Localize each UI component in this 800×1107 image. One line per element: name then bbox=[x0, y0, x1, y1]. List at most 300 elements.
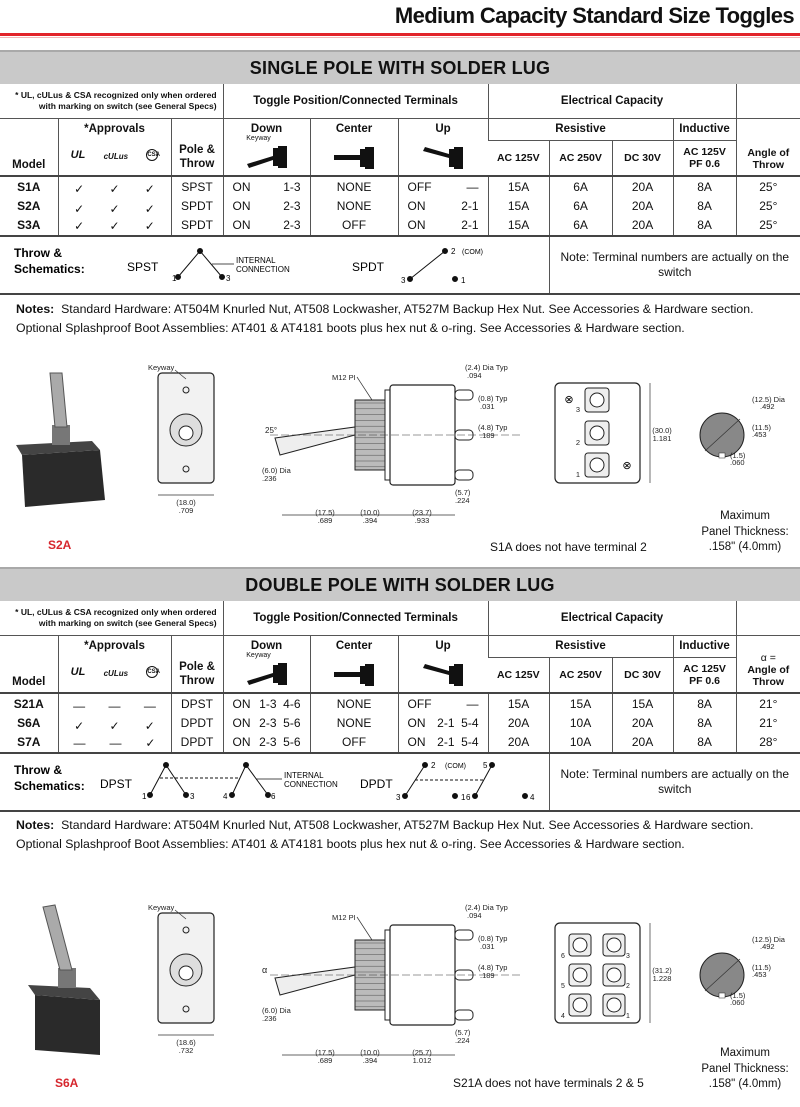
dimension-label: 1 bbox=[575, 470, 580, 479]
notes bbox=[16, 816, 754, 853]
toggle-heading: Toggle Position/Connected Terminals bbox=[223, 601, 488, 635]
dimension-label: 4 bbox=[561, 1013, 565, 1020]
terminal-screw bbox=[607, 968, 621, 982]
down-cell bbox=[223, 216, 310, 236]
dpst-label: DPST bbox=[100, 777, 133, 791]
screw-icon: ⊗ bbox=[564, 394, 574, 406]
dimension-label: 3 bbox=[575, 405, 580, 414]
double-pole-section bbox=[0, 567, 800, 812]
dimension-line bbox=[357, 917, 372, 940]
schematics-cell bbox=[0, 236, 549, 294]
schematic-diagram bbox=[0, 754, 549, 810]
dimension-label: .709 bbox=[178, 506, 194, 515]
center-label: Center bbox=[335, 639, 373, 652]
down-state: ON bbox=[232, 217, 251, 232]
dimension-label: (12.5) Dia bbox=[752, 395, 785, 404]
up-cell bbox=[398, 713, 488, 733]
culus-icon: cULus bbox=[103, 151, 129, 161]
dimension-label: (12.5) Dia bbox=[752, 935, 785, 944]
schem-label-1: Throw & bbox=[14, 246, 62, 260]
blank-cell bbox=[736, 601, 800, 635]
ac250-cell: 6A bbox=[549, 216, 612, 236]
dimension-label: (5.7) bbox=[455, 488, 471, 497]
part-label: S6A bbox=[55, 1076, 79, 1090]
node-label: 3 bbox=[226, 274, 231, 283]
notes-hardware: Standard Hardware: AT504M Knurled Nut, AT508 Lockwasher, AT527M Backup Hex Nut. See Accessories & Hardware section. bbox=[61, 818, 754, 832]
panel-thickness bbox=[690, 1046, 800, 1093]
ul-mark: — bbox=[73, 736, 86, 750]
csa-mark: ✓ bbox=[145, 736, 156, 750]
dimension-label: (30.0) bbox=[652, 426, 672, 435]
schematics-cell bbox=[0, 753, 549, 811]
panel-thickness-line: Maximum bbox=[720, 510, 770, 522]
solder-lug bbox=[455, 1010, 473, 1020]
center-header bbox=[310, 635, 398, 693]
col-ac125: AC 125V bbox=[488, 140, 549, 176]
side-view-lever bbox=[275, 967, 355, 995]
ul-mark: ✓ bbox=[74, 202, 85, 216]
up-terminals: — bbox=[466, 696, 479, 711]
center-cell: NONE bbox=[310, 713, 398, 733]
schem-label-2: Schematics: bbox=[14, 262, 85, 276]
dimension-label: (10.0) bbox=[360, 1048, 380, 1057]
up-cell bbox=[398, 733, 488, 753]
ac250-cell: 6A bbox=[549, 176, 612, 196]
section-header: SINGLE POLE WITH SOLDER LUG bbox=[0, 50, 800, 84]
dimension-label: (6.0) Dia bbox=[262, 466, 291, 475]
dimension-label: .492 bbox=[760, 402, 775, 411]
angle-label: Angle of Throw bbox=[747, 664, 790, 688]
ul-mark: ✓ bbox=[74, 719, 85, 733]
node-label: 1 bbox=[142, 792, 147, 801]
approvals-header bbox=[58, 635, 171, 693]
model-cell: S21A bbox=[13, 696, 44, 711]
solder-lug bbox=[455, 390, 473, 400]
up-cell bbox=[398, 216, 488, 236]
approvals-label: *Approvals bbox=[84, 122, 145, 135]
angle-label: Angle of Throw bbox=[747, 147, 790, 171]
angle-cell: 25° bbox=[736, 216, 800, 236]
dimension-label: 1.228 bbox=[652, 974, 672, 983]
pole-throw-cell: DPDT bbox=[171, 733, 223, 753]
up-label: Up bbox=[435, 122, 451, 135]
product-photo bbox=[28, 905, 100, 1055]
com-label: (COM) bbox=[445, 763, 466, 770]
table-row bbox=[0, 216, 800, 236]
inductive-cell: 8A bbox=[673, 176, 736, 196]
csa-mark: ✓ bbox=[144, 219, 155, 233]
single-pole-section bbox=[0, 50, 800, 295]
alpha-label: α = bbox=[760, 652, 776, 664]
down-state: ON bbox=[232, 734, 251, 749]
dimension-label: α bbox=[262, 965, 268, 975]
notes-label: Notes: bbox=[16, 818, 55, 832]
terminal-screw bbox=[607, 938, 621, 952]
up-state: OFF bbox=[407, 179, 432, 194]
terminal-note: Note: Terminal numbers are actually on the switch bbox=[549, 236, 800, 294]
pole-throw-cell: DPST bbox=[171, 693, 223, 713]
dimension-label: .031 bbox=[480, 942, 495, 951]
spst-label: SPST bbox=[127, 260, 159, 274]
ac125-cell: 15A bbox=[488, 693, 549, 713]
ac250-cell: 6A bbox=[549, 196, 612, 216]
table-row bbox=[0, 196, 800, 216]
screw-icon: ⊗ bbox=[622, 460, 632, 472]
up-terminals: 2-1 bbox=[461, 199, 479, 213]
solder-lug bbox=[455, 930, 473, 940]
terminal-screw bbox=[573, 968, 587, 982]
terminal-screw bbox=[573, 938, 587, 952]
ac250-cell: 15A bbox=[549, 693, 612, 713]
dimension-label: .060 bbox=[730, 998, 745, 1007]
internal-connection-label: CONNECTION bbox=[284, 780, 338, 789]
node-label: 4 bbox=[223, 792, 228, 801]
panel-thickness-line: Panel Thickness: bbox=[701, 525, 789, 538]
center-cell: OFF bbox=[310, 733, 398, 753]
notes-boots: Optional Splashproof Boot Assemblies: AT401 & AT4181 boots plus hex nut & o-ring. See Accessories & Hardware section. bbox=[16, 320, 685, 335]
side-view-body bbox=[390, 925, 455, 1025]
terminal-screw bbox=[590, 458, 604, 472]
model-cell: S2A bbox=[17, 199, 41, 213]
toggle-center-icon bbox=[332, 143, 376, 171]
schem-label-2: Schematics: bbox=[14, 779, 85, 793]
down-terminals: 1-3 4-6 bbox=[259, 696, 301, 711]
specs-table bbox=[0, 601, 800, 812]
dimension-label: (10.0) bbox=[360, 508, 380, 517]
col-inductive: AC 125V PF 0.6 bbox=[673, 657, 736, 693]
down-cell bbox=[223, 176, 310, 196]
front-view-lever bbox=[179, 426, 193, 440]
col-ac250: AC 250V bbox=[549, 657, 612, 693]
dimension-label: (0.8) Typ bbox=[478, 394, 508, 403]
csa-mark: — bbox=[143, 699, 156, 713]
dimension-drawings bbox=[0, 355, 800, 570]
up-state: ON bbox=[407, 716, 426, 730]
approvals-header bbox=[58, 118, 171, 176]
culus-mark: ✓ bbox=[109, 219, 120, 233]
dimension-label: .236 bbox=[262, 1014, 277, 1023]
dimension-label: .453 bbox=[752, 970, 767, 979]
ac125-cell: 15A bbox=[488, 176, 549, 196]
down-cell bbox=[223, 733, 310, 753]
keyway-label: Keyway bbox=[246, 134, 271, 142]
dimension-label: (0.8) Typ bbox=[478, 934, 508, 943]
model-cell: S3A bbox=[0, 216, 58, 236]
inductive-cell: 8A bbox=[673, 693, 736, 713]
dimension-label: .689 bbox=[317, 516, 333, 525]
angle-cell: 25° bbox=[736, 196, 800, 216]
model-header: Model bbox=[0, 635, 58, 693]
dimension-label: (11.5) bbox=[752, 423, 772, 432]
schematic-diagram bbox=[0, 237, 549, 293]
dimension-label: (31.2) bbox=[652, 966, 672, 975]
center-header bbox=[310, 118, 398, 176]
angle-cell: 21° bbox=[736, 693, 800, 713]
inductive-cell: 8A bbox=[673, 196, 736, 216]
up-cell bbox=[398, 196, 488, 216]
dimension-label: (6.0) Dia bbox=[262, 1006, 291, 1015]
table-row bbox=[0, 693, 800, 713]
angle-cell: 28° bbox=[736, 733, 800, 753]
down-cell bbox=[223, 693, 310, 713]
specs-table bbox=[0, 84, 800, 295]
front-view-lever bbox=[179, 966, 193, 980]
up-state: ON bbox=[407, 199, 426, 213]
up-terminals: 2-1 5-4 bbox=[437, 734, 479, 749]
dimension-label: 2 bbox=[626, 983, 630, 990]
spdt-schematic bbox=[408, 249, 458, 282]
title-rule bbox=[0, 33, 800, 36]
com-label: (COM) bbox=[462, 249, 483, 256]
node-label: 2 bbox=[431, 761, 436, 770]
inductive-cell: 8A bbox=[673, 733, 736, 753]
inductive-cell: 8A bbox=[673, 713, 736, 733]
inductive-header: Inductive bbox=[673, 635, 736, 657]
node-label: 2 bbox=[451, 247, 456, 256]
inductive-cell: 8A bbox=[673, 216, 736, 236]
up-terminals: 2-1 bbox=[461, 217, 479, 232]
dpdt-label: DPDT bbox=[360, 777, 393, 791]
col-ac250: AC 250V bbox=[549, 140, 612, 176]
schem-label-1: Throw & bbox=[14, 763, 62, 777]
approvals-cell bbox=[58, 713, 171, 733]
dimension-label: (18.0) bbox=[176, 498, 196, 507]
node-label: 4 bbox=[530, 793, 535, 802]
up-cell bbox=[398, 176, 488, 196]
dimension-label: .394 bbox=[362, 1056, 378, 1065]
center-cell: OFF bbox=[310, 216, 398, 236]
angle-header bbox=[736, 118, 800, 176]
dc30-cell: 20A bbox=[612, 713, 673, 733]
approval-note: * UL, cULus & CSA recognized only when ordered with marking on switch (see General Specs) bbox=[0, 84, 223, 118]
title-rule-shadow bbox=[0, 37, 800, 38]
dimension-label: 6 bbox=[561, 953, 565, 960]
dimension-label: 25° bbox=[265, 426, 278, 435]
up-cell bbox=[398, 693, 488, 713]
culus-mark: ✓ bbox=[109, 182, 120, 196]
down-state: ON bbox=[232, 199, 251, 213]
center-cell: NONE bbox=[310, 176, 398, 196]
model-header: Model bbox=[0, 118, 58, 176]
angle-header bbox=[736, 635, 800, 693]
resistive-header: Resistive bbox=[488, 118, 673, 140]
dimension-label: (23.7) bbox=[412, 508, 432, 517]
pole-throw-header: Pole & Throw bbox=[171, 118, 223, 176]
approvals-label: *Approvals bbox=[84, 639, 145, 652]
csa-mark: ✓ bbox=[144, 202, 155, 216]
keyway-label: Keyway bbox=[246, 651, 271, 659]
ul-icon: UL bbox=[70, 148, 86, 161]
product-photo bbox=[16, 373, 105, 507]
table-row bbox=[0, 733, 800, 753]
down-label: Down bbox=[250, 122, 283, 135]
down-header bbox=[223, 118, 310, 176]
ul-icon: UL bbox=[70, 665, 86, 678]
angle-cell: 25° bbox=[736, 176, 800, 196]
up-state: OFF bbox=[407, 696, 432, 711]
dimension-label: Keyway bbox=[148, 363, 175, 372]
ac250-cell: 10A bbox=[549, 713, 612, 733]
ul-mark: ✓ bbox=[74, 182, 85, 196]
toggle-up-icon bbox=[421, 660, 465, 688]
down-state: ON bbox=[232, 696, 251, 711]
dimension-label: 5 bbox=[561, 983, 565, 990]
approvals-cell bbox=[58, 733, 171, 753]
node-label: 1 bbox=[461, 276, 466, 285]
terminal-view-body bbox=[555, 923, 640, 1023]
dpst-schematic bbox=[148, 763, 283, 798]
down-terminals: 2-3 5-6 bbox=[259, 716, 301, 730]
node-label: 1 bbox=[461, 793, 466, 802]
notes-label: Notes: bbox=[16, 302, 55, 316]
dimension-label: Keyway bbox=[148, 903, 175, 912]
culus-mark: ✓ bbox=[109, 202, 120, 216]
down-header bbox=[223, 635, 310, 693]
dimension-label: (1.5) bbox=[730, 451, 746, 460]
ac125-cell: 15A bbox=[488, 196, 549, 216]
up-state: ON bbox=[407, 734, 426, 749]
approvals-cell bbox=[58, 216, 171, 236]
culus-icon: cULus bbox=[103, 668, 129, 678]
dimension-label: 1.181 bbox=[652, 434, 672, 443]
dimension-label: (18.6) bbox=[176, 1038, 196, 1047]
ac125-cell: 20A bbox=[488, 733, 549, 753]
dimension-label: .492 bbox=[760, 942, 775, 951]
terminal-footnote: S1A does not have terminal 2 bbox=[490, 540, 647, 554]
dimension-label: .394 bbox=[362, 516, 378, 525]
terminal-screw bbox=[590, 426, 604, 440]
notes-boots: Optional Splashproof Boot Assemblies: AT401 & AT4181 boots plus hex nut & o-ring. See Accessories & Hardware section. bbox=[16, 836, 685, 851]
down-terminals: 2-3 bbox=[283, 217, 301, 232]
dimension-label: .189 bbox=[480, 971, 495, 980]
approval-note: * UL, cULus & CSA recognized only when ordered with marking on switch (see General Specs) bbox=[0, 601, 223, 635]
toggle-down-icon bbox=[245, 659, 289, 687]
model-cell: S6A bbox=[17, 716, 41, 730]
col-dc30: DC 30V bbox=[612, 140, 673, 176]
dimension-label: (17.5) bbox=[315, 1048, 335, 1057]
table-row bbox=[0, 713, 800, 733]
dimension-label: (11.5) bbox=[752, 963, 772, 972]
dimension-label: (1.5) bbox=[730, 991, 746, 1000]
col-dc30: DC 30V bbox=[612, 657, 673, 693]
node-label: 6 bbox=[271, 792, 276, 801]
ac250-cell: 10A bbox=[549, 733, 612, 753]
dimension-label: (25.7) bbox=[412, 1048, 432, 1057]
dimension-label: 1 bbox=[626, 1013, 630, 1020]
toggle-up-icon bbox=[421, 143, 465, 171]
down-terminals: 2-3 bbox=[283, 199, 301, 213]
dimension-drawings bbox=[0, 890, 800, 1105]
toggle-center-icon bbox=[332, 660, 376, 688]
down-terminals: 2-3 5-6 bbox=[259, 734, 301, 749]
internal-connection-label: INTERNAL bbox=[284, 771, 324, 780]
dimension-label: .060 bbox=[730, 458, 745, 467]
terminal-screw bbox=[573, 998, 587, 1012]
dimension-line bbox=[357, 377, 372, 400]
toggle-down-icon bbox=[245, 142, 289, 170]
approvals-cell bbox=[58, 196, 171, 216]
ul-mark: ✓ bbox=[74, 219, 85, 233]
center-label: Center bbox=[335, 122, 373, 135]
terminal-note: Note: Terminal numbers are actually on the switch bbox=[549, 753, 800, 811]
up-terminals: — bbox=[466, 179, 479, 194]
terminal-footnote: S21A does not have terminals 2 & 5 bbox=[453, 1076, 644, 1090]
csa-icon: CSA bbox=[146, 666, 158, 678]
notes bbox=[16, 300, 754, 337]
dimension-label: .224 bbox=[455, 496, 470, 505]
dc30-cell: 20A bbox=[612, 733, 673, 753]
panel-thickness bbox=[690, 509, 800, 556]
dimension-label: .189 bbox=[480, 431, 495, 440]
pole-throw-cell: SPDT bbox=[171, 216, 223, 236]
model-cell: S7A bbox=[0, 733, 58, 753]
solder-lug bbox=[455, 470, 473, 480]
dimension-label: 2 bbox=[575, 438, 580, 447]
dimension-label: .453 bbox=[752, 430, 767, 439]
dimension-label: .094 bbox=[467, 911, 482, 920]
pole-throw-cell: SPST bbox=[171, 176, 223, 196]
dc30-cell: 20A bbox=[612, 196, 673, 216]
angle-cell: 21° bbox=[736, 713, 800, 733]
up-label: Up bbox=[435, 639, 451, 652]
dimension-label: (4.8) Typ bbox=[478, 423, 508, 432]
dimension-label: (5.7) bbox=[455, 1028, 471, 1037]
culus-mark: — bbox=[109, 736, 122, 750]
up-terminals: 2-1 5-4 bbox=[437, 716, 479, 730]
dimension-label: 3 bbox=[626, 953, 630, 960]
col-inductive: AC 125V PF 0.6 bbox=[673, 140, 736, 176]
dc30-cell: 15A bbox=[612, 693, 673, 713]
dimension-label: (2.4) Dia Typ bbox=[465, 903, 508, 912]
dimension-label: 1.012 bbox=[412, 1056, 432, 1065]
down-state: ON bbox=[232, 179, 251, 194]
dimension-label: .689 bbox=[317, 1056, 333, 1065]
node-label: 3 bbox=[190, 792, 195, 801]
dimension-label: M12 PI bbox=[332, 913, 356, 922]
toggle-heading: Toggle Position/Connected Terminals bbox=[223, 84, 488, 118]
electrical-heading: Electrical Capacity bbox=[488, 601, 736, 635]
dimension-label: (17.5) bbox=[315, 508, 335, 517]
part-label: S2A bbox=[48, 538, 72, 552]
node-label: 1 bbox=[172, 274, 177, 283]
csa-mark: ✓ bbox=[144, 182, 155, 196]
ac125-cell: 15A bbox=[488, 216, 549, 236]
dimension-label: (4.8) Typ bbox=[478, 963, 508, 972]
page-title: Medium Capacity Standard Size Toggles bbox=[394, 3, 794, 28]
dimension-label: .094 bbox=[467, 371, 482, 380]
node-label: 6 bbox=[466, 793, 471, 802]
panel-thickness-line: .158" (4.0mm) bbox=[708, 1078, 782, 1090]
culus-mark: ✓ bbox=[109, 719, 120, 733]
ac125-cell: 20A bbox=[488, 713, 549, 733]
notes-hardware: Standard Hardware: AT504M Knurled Nut, AT508 Lockwasher, AT527M Backup Hex Nut. See Accessories & Hardware section. bbox=[61, 302, 754, 316]
dimension-label: .933 bbox=[414, 516, 430, 525]
col-ac125: AC 125V bbox=[488, 657, 549, 693]
culus-mark: — bbox=[108, 699, 121, 713]
internal-connection-label: INTERNAL bbox=[236, 256, 276, 265]
side-view-body bbox=[390, 385, 455, 485]
blank-cell bbox=[736, 84, 800, 118]
node-label: 3 bbox=[401, 276, 406, 285]
spdt-label: SPDT bbox=[352, 260, 385, 274]
center-cell: NONE bbox=[310, 196, 398, 216]
dimension-label: M12 PI bbox=[332, 373, 356, 382]
csa-icon: CSA bbox=[146, 149, 158, 161]
table-row bbox=[0, 176, 800, 196]
dimension-label: (2.4) Dia Typ bbox=[465, 363, 508, 372]
center-cell: NONE bbox=[310, 693, 398, 713]
section-header: DOUBLE POLE WITH SOLDER LUG bbox=[0, 567, 800, 601]
